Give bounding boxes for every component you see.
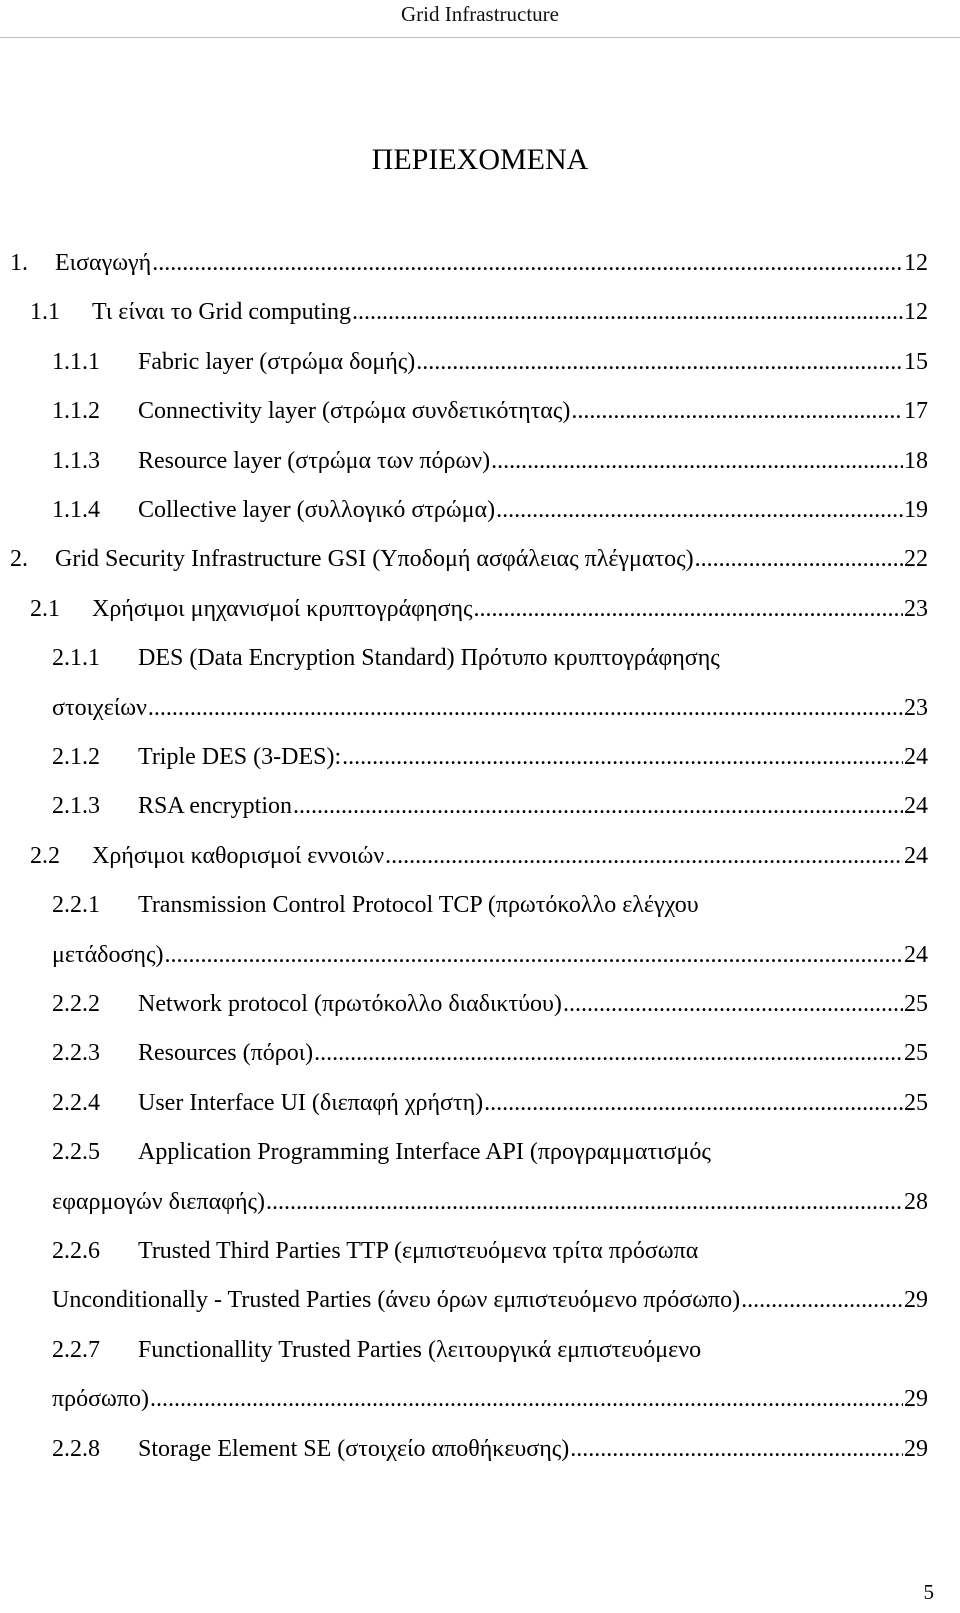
toc-entry-number: 1.1.1 bbox=[52, 348, 100, 375]
toc-entry[interactable] bbox=[30, 297, 928, 327]
toc-entry[interactable] bbox=[52, 1335, 928, 1365]
running-header: Grid Infrastructure bbox=[400, 2, 559, 26]
toc-entry-page: 29 bbox=[904, 1386, 928, 1413]
toc-entry[interactable] bbox=[52, 396, 928, 426]
toc-entry-page: 29 bbox=[904, 1435, 928, 1462]
toc-leader-dots bbox=[152, 248, 903, 278]
toc-entry-number: 2.2.5 bbox=[52, 1139, 100, 1166]
toc-leader-dots bbox=[695, 544, 903, 574]
toc-entry-title-continued: εφαρμογών διεπαφής) bbox=[52, 1188, 266, 1215]
toc-entry-continuation[interactable] bbox=[52, 940, 928, 970]
toc-entry-page: 24 bbox=[904, 842, 928, 869]
toc-entry-page: 25 bbox=[904, 991, 928, 1017]
toc-entry-page: 12 bbox=[904, 250, 928, 276]
toc-entry-page: 19 bbox=[904, 497, 928, 523]
toc-entry-continuation[interactable] bbox=[52, 693, 928, 723]
toc-entry-title-continued: στοιχείων bbox=[52, 694, 147, 721]
toc-leader-dots bbox=[314, 1038, 903, 1068]
toc-entry[interactable] bbox=[52, 643, 928, 673]
page-number: 5 bbox=[923, 1580, 934, 1604]
toc-entry-title: DES (Data Encryption Standard) Πρότυπο κρυπτογράφησης bbox=[138, 645, 720, 672]
toc-entry-title: Collective layer (συλλογικό στρώμα) bbox=[138, 497, 496, 523]
toc-entry-page: 18 bbox=[904, 447, 928, 474]
toc-entry-title: Network protocol (πρωτόκολλο διαδικτύου) bbox=[138, 991, 562, 1017]
toc-entry[interactable] bbox=[52, 890, 928, 920]
toc-entry-number: 2.2.1 bbox=[52, 892, 100, 919]
toc-entry[interactable] bbox=[52, 495, 928, 525]
toc-leader-dots bbox=[164, 940, 903, 970]
toc-entry[interactable] bbox=[52, 742, 928, 772]
toc-entry-page: 17 bbox=[904, 398, 928, 425]
toc-entry-page: 24 bbox=[904, 793, 928, 820]
toc-entry-number: 2.2.7 bbox=[52, 1336, 100, 1363]
toc-entry[interactable] bbox=[52, 1088, 928, 1118]
toc-entry-page: 25 bbox=[904, 1040, 928, 1067]
toc-entry[interactable] bbox=[52, 989, 928, 1019]
toc-entry-title: Τι είναι το Grid computing bbox=[92, 299, 351, 326]
toc-entry-number: 2.2.8 bbox=[52, 1435, 100, 1462]
toc-leader-dots bbox=[741, 1285, 903, 1315]
toc-entry-page: 25 bbox=[904, 1089, 928, 1116]
toc-entry-page: 22 bbox=[904, 546, 928, 573]
toc-entry-title: Grid Security Infrastructure GSI (Υποδομή ασφάλειας πλέγματος) bbox=[55, 546, 694, 573]
toc-entry-page: 24 bbox=[904, 744, 928, 770]
toc-leader-dots bbox=[293, 791, 903, 821]
toc-leader-dots bbox=[352, 297, 903, 327]
toc-leader-dots bbox=[496, 495, 903, 525]
toc-leader-dots bbox=[571, 396, 903, 426]
toc-entry-number: 1.1 bbox=[30, 299, 60, 326]
toc-leader-dots bbox=[148, 693, 903, 723]
toc-entry-page: 24 bbox=[904, 941, 928, 968]
toc-entry[interactable] bbox=[10, 248, 928, 278]
toc-entry-number: 2.2.3 bbox=[52, 1040, 100, 1067]
toc-entry[interactable] bbox=[52, 1137, 928, 1167]
toc-entry-continuation[interactable] bbox=[52, 1187, 928, 1217]
toc-entry-title: Χρήσιμοι καθορισμοί εννοιών bbox=[92, 842, 385, 869]
toc-leader-dots bbox=[563, 989, 903, 1019]
toc-entry-title-continued: Unconditionally - Trusted Parties (άνευ όρων εμπιστευόμενο πρόσωπο) bbox=[52, 1287, 741, 1314]
toc-leader-dots bbox=[150, 1384, 903, 1414]
toc-entry-page: 28 bbox=[904, 1188, 928, 1215]
toc-entry-number: 2.2.4 bbox=[52, 1089, 100, 1116]
toc-leader-dots bbox=[484, 1088, 903, 1118]
toc-entry-number: 1. bbox=[10, 250, 28, 276]
toc-entry-number: 1.1.3 bbox=[52, 447, 100, 474]
toc-entry-continuation[interactable] bbox=[52, 1384, 928, 1414]
toc-entry-title: User Interface UI (διεπαφή χρήστη) bbox=[138, 1089, 484, 1116]
toc-entry-title: Connectivity layer (στρώμα συνδετικότητας) bbox=[138, 398, 571, 425]
toc-entry-title: Fabric layer (στρώμα δομής) bbox=[138, 348, 416, 375]
toc-entry-page: 15 bbox=[904, 348, 928, 375]
toc-entry-number: 2.2.6 bbox=[52, 1238, 100, 1264]
toc-leader-dots bbox=[491, 446, 903, 476]
toc-entry-number: 1.1.2 bbox=[52, 398, 100, 425]
toc-leader-dots bbox=[416, 347, 903, 377]
toc-entry-continuation[interactable] bbox=[52, 1285, 928, 1315]
toc-entry[interactable] bbox=[52, 791, 928, 821]
toc-entry-title: RSA encryption bbox=[138, 793, 292, 820]
toc-entry-title: Storage Element SE (στοιχείο αποθήκευσης) bbox=[138, 1435, 570, 1462]
toc-leader-dots bbox=[570, 1434, 903, 1464]
toc-entry-number: 2.2 bbox=[30, 842, 60, 869]
toc-entry[interactable] bbox=[52, 347, 928, 377]
toc-entry-page: 23 bbox=[904, 595, 928, 622]
toc-leader-dots bbox=[474, 594, 903, 624]
toc-entry[interactable] bbox=[52, 1038, 928, 1068]
toc-entry[interactable] bbox=[52, 446, 928, 476]
toc-entry-number: 2.1.1 bbox=[52, 645, 100, 672]
toc-entry-title-continued: μετάδοσης) bbox=[52, 941, 164, 968]
toc-leader-dots bbox=[266, 1187, 903, 1217]
toc-entry-number: 2.2.2 bbox=[52, 991, 100, 1017]
toc-leader-dots bbox=[342, 742, 903, 772]
header-divider bbox=[0, 37, 960, 38]
toc-entry-number: 2.1 bbox=[30, 595, 60, 622]
toc-entry-number: 2. bbox=[10, 546, 28, 573]
toc-entry-title: Functionallity Trusted Parties (λειτουργικά εμπιστευόμενο bbox=[138, 1336, 702, 1363]
toc-entry-title: Χρήσιμοι μηχανισμοί κρυπτογράφησης bbox=[92, 595, 473, 622]
toc-entry[interactable] bbox=[30, 594, 928, 624]
toc-entry-title: Triple DES (3-DES): bbox=[138, 744, 342, 770]
toc-entry-number: 2.1.2 bbox=[52, 744, 100, 770]
toc-entry[interactable] bbox=[52, 1236, 928, 1266]
toc-entry-page: 23 bbox=[904, 694, 928, 721]
toc-entry[interactable] bbox=[52, 1434, 928, 1464]
page-title: ΠΕΡΙΕΧΟΜΕΝΑ bbox=[371, 143, 589, 177]
toc-entry-title-continued: πρόσωπο) bbox=[52, 1386, 149, 1413]
toc-entry-page: 12 bbox=[904, 299, 928, 326]
toc-entry-title: Trusted Third Parties TTP (εμπιστευόμενα τρίτα πρόσωπα bbox=[138, 1238, 699, 1264]
toc-entry-number: 1.1.4 bbox=[52, 497, 100, 523]
toc-entry-title: Resources (πόροι) bbox=[138, 1040, 314, 1067]
toc-entry-title: Application Programming Interface API (προγραμματισμός bbox=[138, 1139, 711, 1166]
toc-leader-dots bbox=[385, 841, 903, 871]
toc-entry[interactable] bbox=[10, 544, 928, 574]
toc-entry-page: 29 bbox=[904, 1287, 928, 1314]
toc-entry-title: Transmission Control Protocol TCP (πρωτόκολλο ελέγχου bbox=[138, 892, 699, 919]
toc-entry-title: Resource layer (στρώμα των πόρων) bbox=[138, 447, 491, 474]
toc-entry-title: Εισαγωγή bbox=[55, 250, 152, 276]
toc-entry-number: 2.1.3 bbox=[52, 793, 100, 820]
toc-entry[interactable] bbox=[30, 841, 928, 871]
